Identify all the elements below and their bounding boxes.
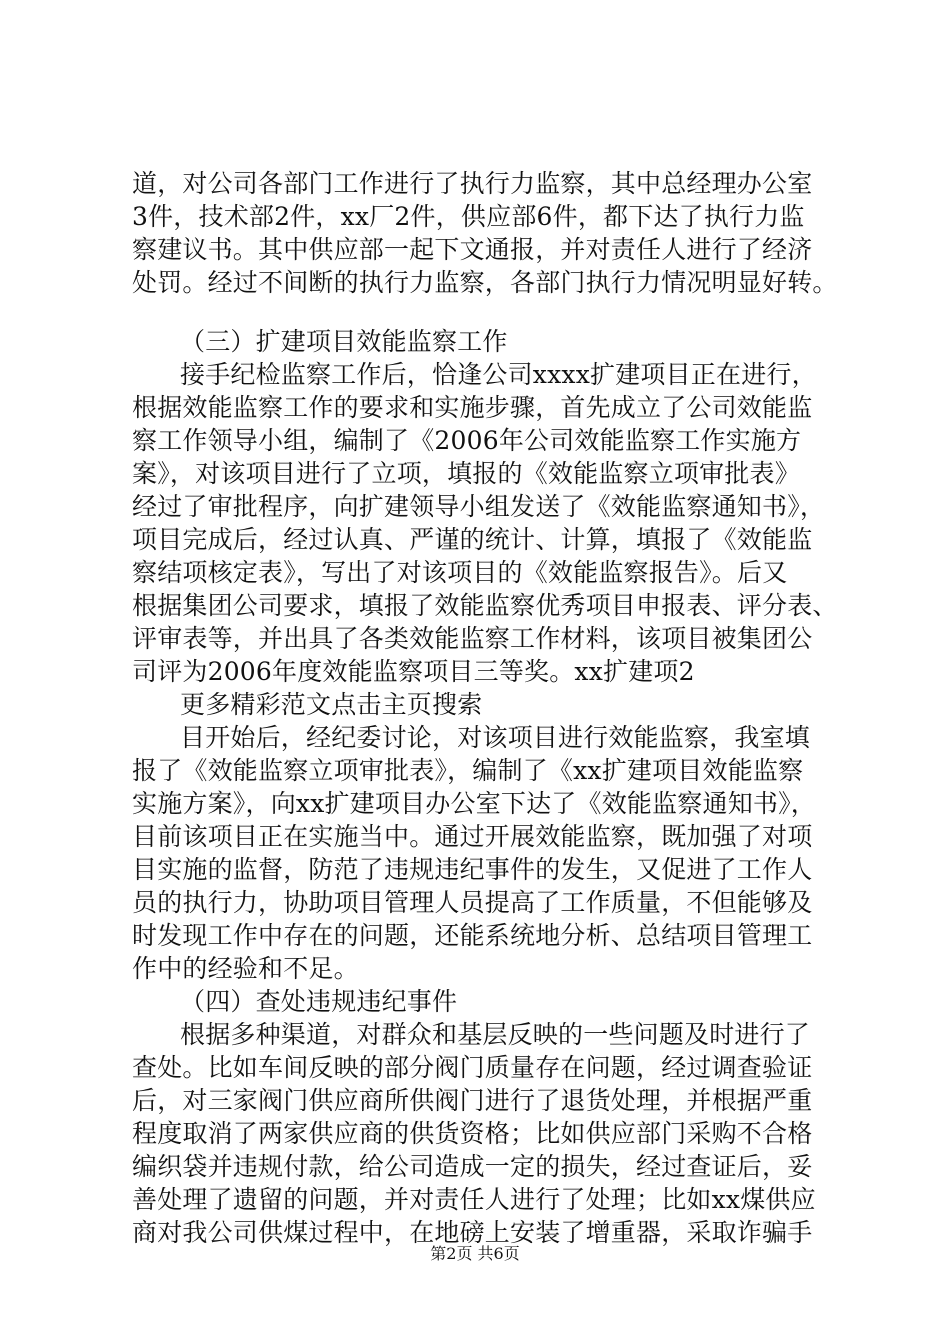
body-line: 经过了审批程序，向扩建领导小组发送了《效能监察通知书》，	[132, 492, 826, 521]
body-line: 察结项核定表》，写出了对该项目的《效能监察报告》。后又	[132, 558, 788, 587]
body-line: 根据集团公司要求，填报了效能监察优秀项目申报表、评分表、	[132, 591, 838, 620]
body-line: 后，对三家阀门供应商所供阀门进行了退货处理，并根据严重	[132, 1086, 813, 1115]
body-line: 商对我公司供煤过程中，在地磅上安装了增重器，采取诈骗手	[132, 1218, 813, 1247]
body-line: 目前该项目正在实施当中。通过开展效能监察，既加强了对项	[132, 822, 813, 851]
body-line: 员的执行力，协助项目管理人员提高了工作质量，不但能够及	[132, 888, 813, 917]
body-line: 目实施的监督，防范了违规违纪事件的发生，又促进了工作人	[132, 855, 813, 884]
body-line: 道，对公司各部门工作进行了执行力监察，其中总经理办公室	[132, 169, 813, 198]
body-line: 评审表等，并出具了各类效能监察工作材料，该项目被集团公	[132, 624, 813, 653]
page-number-footer: 第2页 共6页	[430, 1244, 520, 1263]
promo-line: 更多精彩范文点击主页搜索	[180, 690, 483, 719]
body-line: 目开始后，经纪委讨论，对该项目进行效能监察，我室填	[180, 723, 811, 752]
body-line: 作中的经验和不足。	[132, 954, 359, 983]
body-line: 善处理了遗留的问题，并对责任人进行了处理；比如xx煤供应	[132, 1185, 816, 1214]
body-line: 项目完成后，经过认真、严谨的统计、计算，填报了《效能监	[132, 525, 813, 554]
body-line: 编织袋并违规付款，给公司造成一定的损失，经过查证后，妥	[132, 1152, 813, 1181]
section-heading: （四）查处违规违纪事件	[180, 987, 458, 1016]
body-line: 察建议书。其中供应部一起下文通报，并对责任人进行了经济	[132, 235, 813, 264]
body-line: 察工作领导小组，编制了《2006年公司效能监察工作实施方	[132, 426, 802, 455]
body-line: 实施方案》，向xx扩建项目办公室下达了《效能监察通知书》，	[132, 789, 817, 818]
body-line: 根据多种渠道，对群众和基层反映的一些问题及时进行了	[180, 1020, 811, 1049]
body-line: 根据效能监察工作的要求和实施步骤，首先成立了公司效能监	[132, 393, 813, 422]
body-line: 案》，对该项目进行了立项，填报的《效能监察立项审批表》	[132, 459, 800, 488]
body-line: 司评为2006年度效能监察项目三等奖。xx扩建项2	[132, 657, 695, 686]
body-line: 处罚。经过不间断的执行力监察，各部门执行力情况明显好转。	[132, 268, 838, 297]
section-heading: （三）扩建项目效能监察工作	[180, 327, 508, 356]
body-line: 3件，技术部2件，xx厂2件，供应部6件，都下达了执行力监	[132, 202, 805, 231]
body-line: 查处。比如车间反映的部分阀门质量存在问题，经过调查验证	[132, 1053, 813, 1082]
body-line: 报了《效能监察立项审批表》，编制了《xx扩建项目效能监察	[132, 756, 804, 785]
body-line: 时发现工作中存在的问题，还能系统地分析、总结项目管理工	[132, 921, 813, 950]
body-line: 程度取消了两家供应商的供货资格；比如供应部门采购不合格	[132, 1119, 813, 1148]
body-line: 接手纪检监察工作后，恰逢公司xxxx扩建项目正在进行，	[180, 360, 817, 389]
